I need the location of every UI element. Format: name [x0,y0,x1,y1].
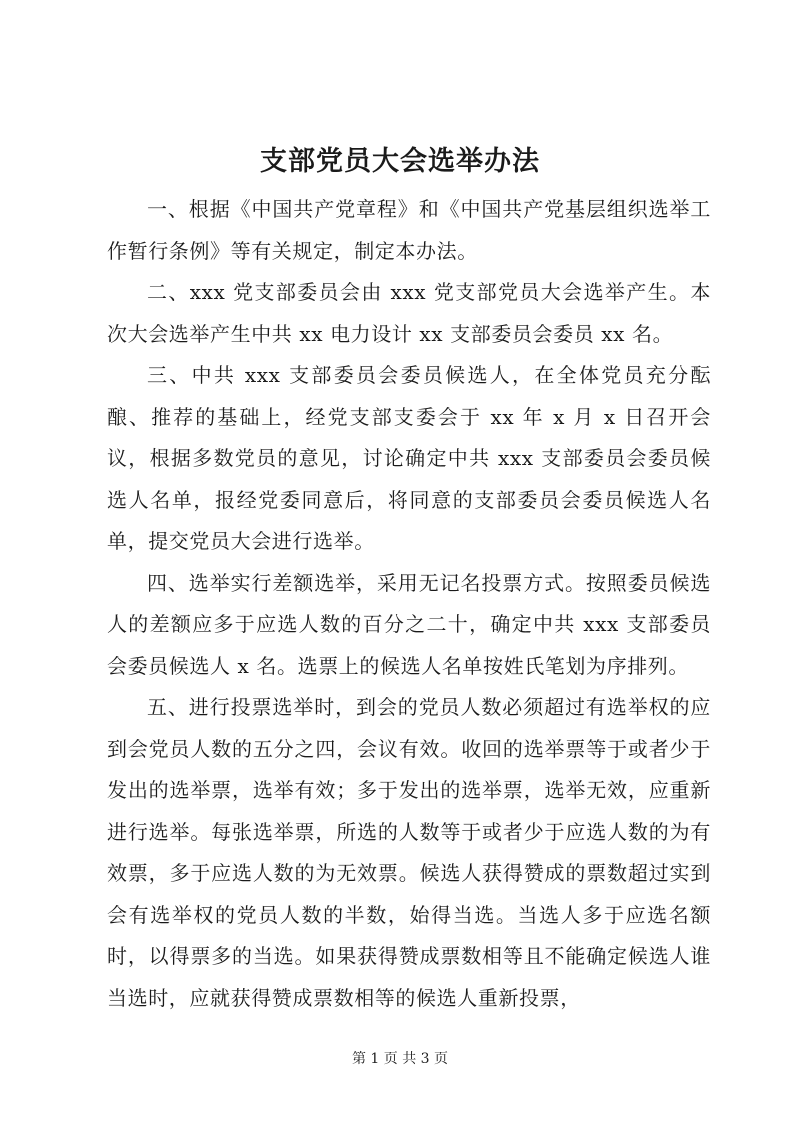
page-number-footer: 第 1 页 共 3 页 [351,1051,449,1067]
paragraph-4: 四、选举实行差额选举，采用无记名投票方式。按照委员候选人的差额应多于应选人数的百分之二十，确定中共 xxx 支部委员会委员候选人 x 名。选票上的候选人名单按姓氏笔划为序排列。 [107,570,711,678]
paragraph-5: 五、进行投票选举时，到会的党员人数必须超过有选举权的应到会党员人数的五分之四，会议有效。收回的选举票等于或者少于发出的选举票，选举有效；多于发出的选举票，选举无效，应重新进行选举。每张选举票，所选的人数等于或者少于应选人数的为有效票，多于应选人数的为无效票。候选人获得赞成的票数超过实到会有选举权的党员人数的半数，始得当选。当选人多于应选名额时，以得票多的当选。如果获得赞成票数相等且不能确定候选人谁当选时，应就获得赞成票数相等的候选人重新投票， [107,695,711,1010]
document-body [107,189,711,1019]
paragraph-3: 三、中共 xxx 支部委员会委员候选人，在全体党员充分酝酿、推荐的基础上，经党支部支委会于 xx 年 x 月 x 日召开会议，根据多数党员的意见，讨论确定中共 xxx 支部委员会委员候选人名单，报经党委同意后，将同意的支部委员会委员候选人名单，提交党员大会进行选举。 [107,363,711,553]
paragraph-2: 二、xxx 党支部委员会由 xxx 党支部党员大会选举产生。本次大会选举产生中共 xx 电力设计 xx 支部委员会委员 xx 名。 [107,280,711,346]
document-title: 支部党员大会选举办法 [260,146,540,177]
paragraph-1: 一、根据《中国共产党章程》和《中国共产党基层组织选举工作暂行条例》等有关规定，制定本办法。 [107,197,711,263]
